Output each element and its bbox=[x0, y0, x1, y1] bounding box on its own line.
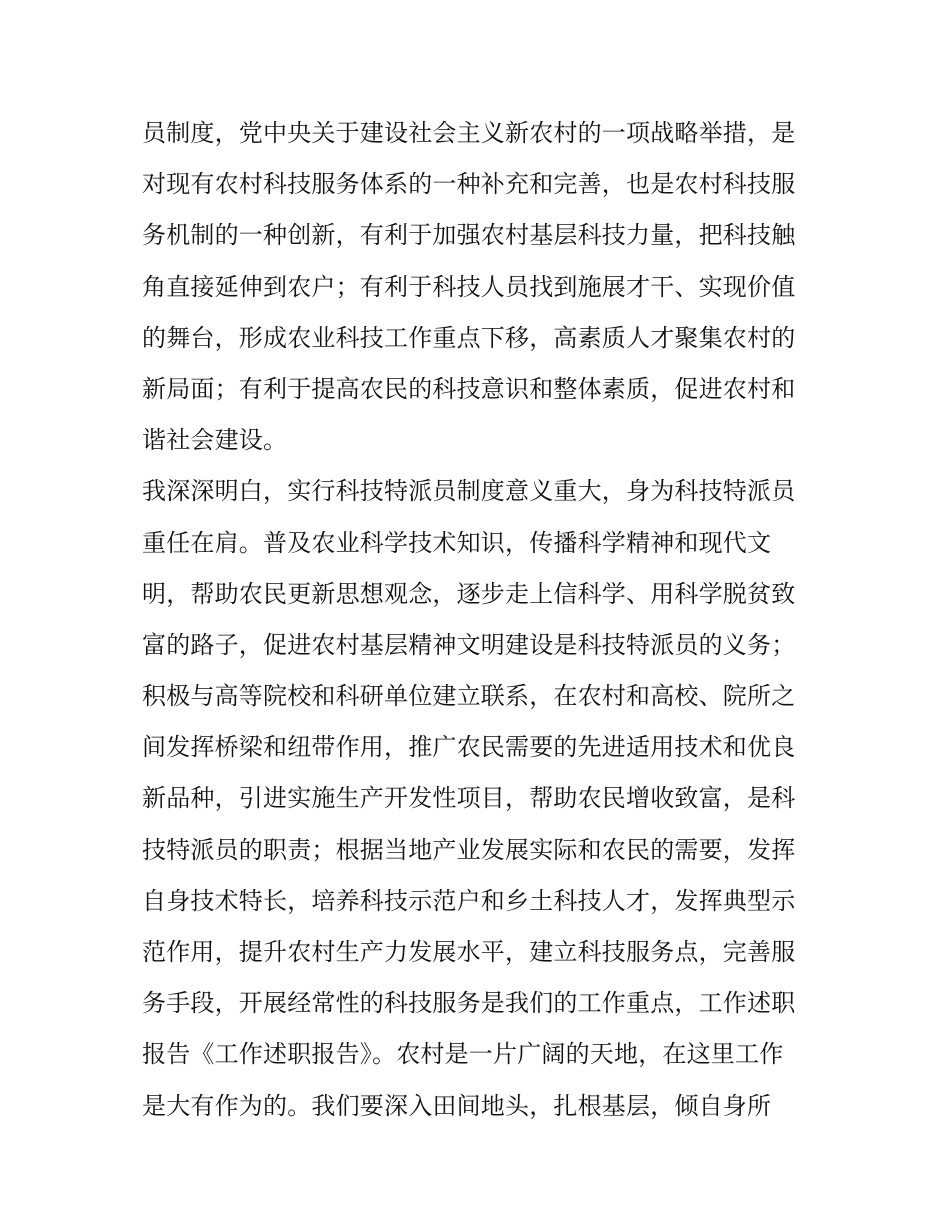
text-line: 是大有作为的。我们要深入田间地头，扎根基层，倾自身所 bbox=[142, 1091, 772, 1120]
text-line: 富的路子，促进农村基层精神文明建设是科技特派员的义务； bbox=[142, 630, 796, 659]
text-line: 明，帮助农民更新思想观念，逐步走上信科学、用科学脱贫致 bbox=[142, 579, 796, 608]
text-line: 务手段，开展经常性的科技服务是我们的工作重点，工作述职 bbox=[142, 989, 796, 1018]
text-line: 的舞台，形成农业科技工作重点下移，高素质人才聚集农村的 bbox=[142, 323, 796, 352]
text-line: 谐社会建设。 bbox=[142, 426, 288, 455]
text-line: 范作用，提升农村生产力发展水平，建立科技服务点，完善服 bbox=[142, 938, 796, 966]
text-line: 务机制的一种创新，有利于加强农村基层科技力量，把科技触 bbox=[142, 221, 796, 250]
text-line: 新品种，引进实施生产开发性项目，帮助农民增收致富，是科 bbox=[142, 784, 796, 813]
text-line: 我深深明白，实行科技特派员制度意义重大，身为科技特派员 bbox=[142, 477, 796, 506]
text-line: 重任在肩。普及农业科学技术知识，传播科学精神和现代文 bbox=[142, 528, 772, 557]
text-line: 间发挥桥梁和纽带作用，推广农民需要的先进适用技术和优良 bbox=[142, 733, 796, 762]
text-line: 积极与高等院校和科研单位建立联系，在农村和高校、院所之 bbox=[142, 682, 796, 711]
document-body bbox=[142, 108, 822, 1132]
text-line: 报告《工作述职报告》。农村是一片广阔的天地，在这里工作 bbox=[142, 1040, 784, 1069]
text-line: 自身技术特长，培养科技示范户和乡土科技人才，发挥典型示 bbox=[142, 886, 796, 915]
text-line: 技特派员的职责；根据当地产业发展实际和农民的需要，发挥 bbox=[142, 835, 796, 864]
text-line: 角直接延伸到农户；有利于科技人员找到施展才干、实现价值 bbox=[142, 272, 796, 301]
text-line: 对现有农村科技服务体系的一种补充和完善，也是农村科技服 bbox=[142, 170, 796, 199]
text-line: 员制度，党中央关于建设社会主义新农村的一项战略举措，是 bbox=[142, 119, 796, 147]
text-line: 新局面；有利于提高农民的科技意识和整体素质，促进农村和 bbox=[142, 374, 796, 403]
